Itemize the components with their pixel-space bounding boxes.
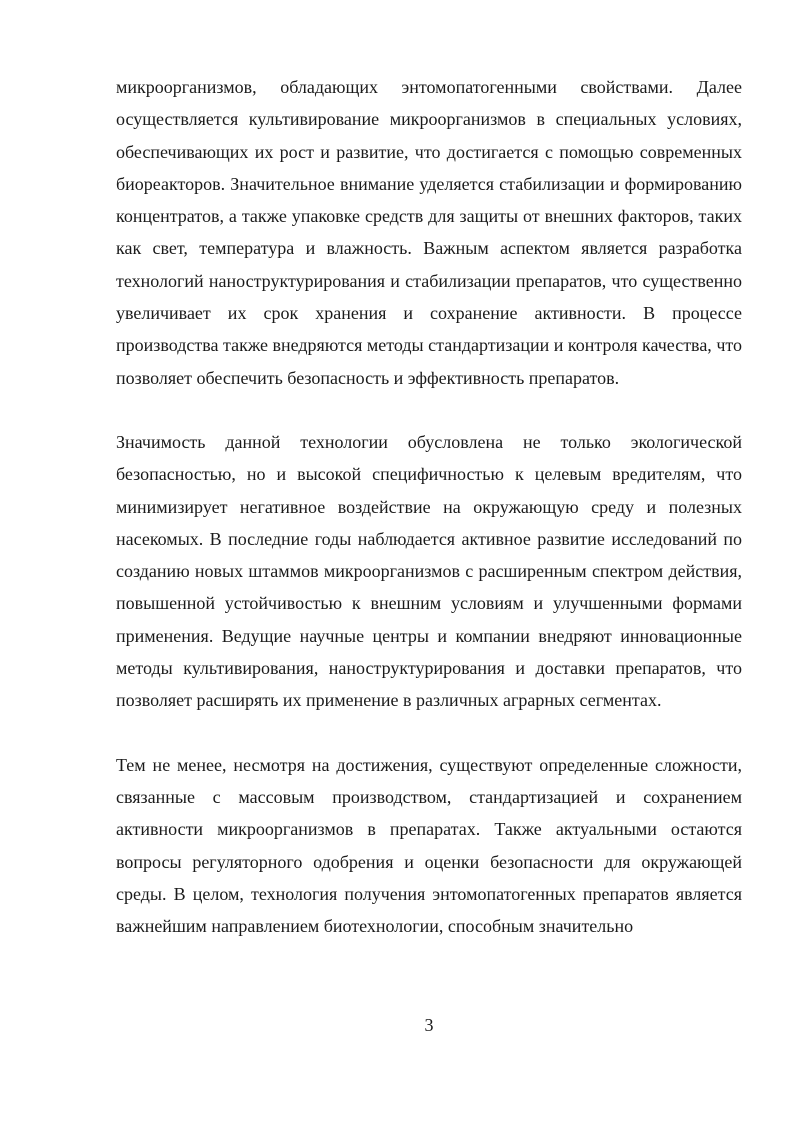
- page-number: 3: [424, 1015, 434, 1035]
- paragraph-2: Значимость данной технологии обусловлена не только экологической безопасностью, но и высокой специфичностью к целевым вредителям, что минимизирует негативное воздействие на окружающую среду и полезных насекомых. В последние годы наблюдается активное развитие исследований по созданию новых штаммов микроорганизмов с расширенным спектром действия, повышенной устойчивостью к внешним условиям и улучшенными формами применения. Ведущие научные центры и компании внедряют инновационные методы культивирования, наноструктурирования и доставки препаратов, что позволяет расширять их применение в различных аграрных сегментах.: [116, 431, 742, 711]
- paragraph-3: Тем не менее, несмотря на достижения, существуют определенные сложности, связанные с массовым производством, стандартизацией и сохранением активности микроорганизмов в препаратах. Также актуальными остаются вопросы регуляторного одобрения и оценки безопасности для окружающей среды. В целом, технология получения энтомопатогенных препаратов является важнейшим направлением биотехнологии, способным значительно: [116, 754, 742, 937]
- page-body: [116, 71, 742, 942]
- paragraph-1: микроорганизмов, обладающих энтомопатогенными свойствами. Далее осуществляется культивирование микроорганизмов в специальных условиях, обеспечивающих их рост и развитие, что достигается с помощью современных биореакторов. Значительное внимание уделяется стабилизации и формированию концентратов, а также упаковке средств для защиты от внешних факторов, таких как свет, температура и влажность. Важным аспектом является разработка технологий наноструктурирования и стабилизации препаратов, что существенно увеличивает их срок хранения и сохранение активности. В процессе производства также внедряются методы стандартизации и контроля качества, что позволяет обеспечить безопасность и эффективность препаратов.: [116, 77, 742, 388]
